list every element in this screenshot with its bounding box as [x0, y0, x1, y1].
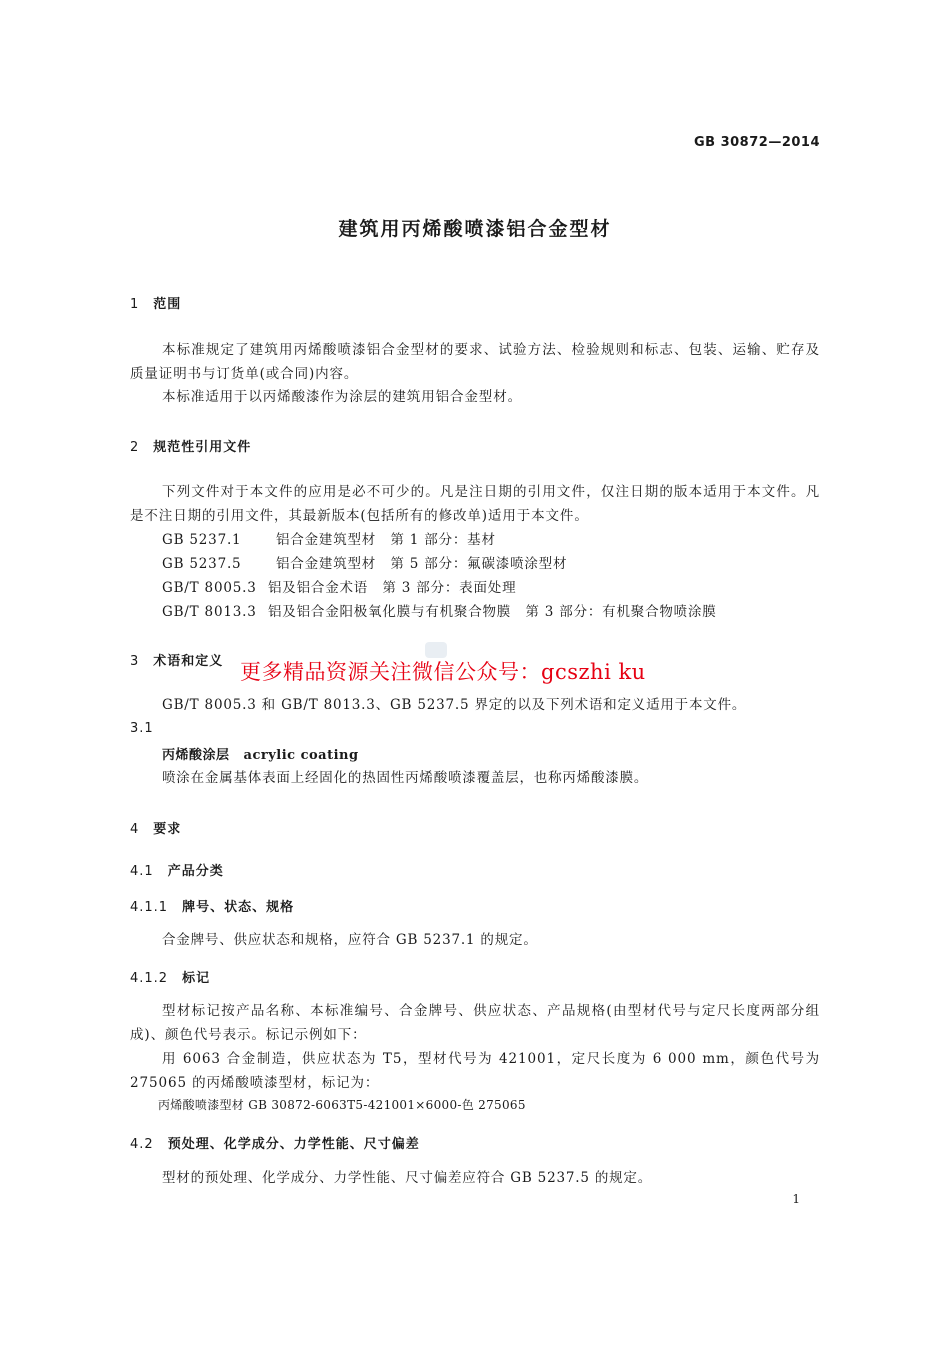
reference-title: 铝合金建筑型材 第 1 部分：基材 [276, 532, 496, 548]
reference-code: GB/T 8005.3 [162, 580, 257, 596]
section-3-intro: GB/T 8005.3 和 GB/T 8013.3、GB 5237.5 界定的以及下列术语和定义适用于本文件。 [162, 697, 747, 713]
section-number: 4.1 [130, 864, 154, 879]
term-english: acrylic coating [243, 748, 359, 763]
section-number: 3 [130, 654, 140, 669]
section-4-heading [130, 818, 181, 837]
reference-item [162, 552, 567, 576]
section-title: 牌号、状态、规格 [182, 900, 295, 915]
section-2-intro: 下列文件对于本文件的应用是必不可少的。凡是注日期的引用文件，仅注日期的版本适用于本文件。凡是不注日期的引用文件，其最新版本(包括所有的修改单)适用于本文件。 [130, 484, 820, 524]
section-4-1-1-heading [130, 896, 294, 915]
marking-example: 丙烯酸喷漆型材 GB 30872-6063T5-421001×6000-色 275065 [158, 1098, 526, 1112]
section-1-heading [130, 293, 181, 312]
section-4-1-2-paragraph-2: 用 6063 合金制造，供应状态为 T5，型材代号为 421001，定尺长度为 6 000 mm，颜色代号为 275065 的丙烯酸喷漆型材，标记为： [130, 1051, 820, 1091]
page-number: 1 [792, 1192, 800, 1206]
reference-item [162, 528, 496, 552]
term-number [130, 721, 168, 736]
reference-code: GB/T 8013.3 [162, 604, 257, 620]
reference-title: 铝合金建筑型材 第 5 部分：氟碳漆喷涂型材 [276, 556, 568, 572]
section-title: 要求 [153, 822, 182, 837]
term-definition: 喷涂在金属基体表面上经固化的热固性丙烯酸喷漆覆盖层，也称丙烯酸漆膜。 [162, 770, 649, 786]
section-4-1-2-heading [130, 967, 210, 986]
section-number: 4.1.1 [130, 900, 169, 915]
section-number: 2 [130, 440, 140, 455]
section-title: 标记 [182, 971, 211, 986]
reference-item [162, 600, 717, 624]
reference-code: GB 5237.1 [162, 532, 242, 548]
term-chinese: 丙烯酸涂层 [162, 748, 230, 763]
document-title: 建筑用丙烯酸喷漆铝合金型材 [338, 218, 612, 240]
section-1-paragraph-1: 本标准规定了建筑用丙烯酸喷漆铝合金型材的要求、试验方法、检验规则和标志、包装、运输、贮存及质量证明书与订货单(或合同)内容。 [130, 342, 820, 382]
section-number: 4 [130, 822, 140, 837]
section-4-2-text: 型材的预处理、化学成分、力学性能、尺寸偏差应符合 GB 5237.5 的规定。 [162, 1170, 653, 1186]
section-number: 4.1.2 [130, 971, 169, 986]
reference-title: 铝及铝合金术语 第 3 部分：表面处理 [268, 580, 517, 596]
section-number: 4.2 [130, 1137, 154, 1152]
section-3-heading [130, 650, 223, 669]
section-2-heading [130, 436, 251, 455]
reference-title: 铝及铝合金阳极氧化膜与有机聚合物膜 第 3 部分：有机聚合物喷涂膜 [268, 604, 717, 620]
section-title: 预处理、化学成分、力学性能、尺寸偏差 [167, 1137, 420, 1152]
section-title: 产品分类 [167, 864, 224, 879]
standard-number: GB 30872—2014 [693, 135, 820, 150]
section-title: 术语和定义 [153, 654, 224, 669]
section-4-1-2-paragraph-1: 型材标记按产品名称、本标准编号、合金牌号、供应状态、产品规格(由型材代号与定尺长度两部分组成)、颜色代号表示。标记示例如下： [130, 1003, 820, 1043]
reference-item [162, 576, 516, 600]
term-entry [162, 744, 359, 763]
section-4-1-heading [130, 860, 224, 879]
section-1-paragraph-2: 本标准适用于以丙烯酸漆作为涂层的建筑用铝合金型材。 [162, 389, 522, 405]
section-4-1-1-text: 合金牌号、供应状态和规格，应符合 GB 5237.1 的规定。 [162, 932, 538, 948]
section-number: 1 [130, 297, 140, 312]
section-title: 规范性引用文件 [153, 440, 252, 455]
term-number-text: 3.1 [130, 721, 154, 736]
section-title: 范围 [153, 297, 182, 312]
watermark-text: 更多精品资源关注微信公众号：gcszhi ku [240, 660, 646, 684]
section-4-2-heading [130, 1133, 420, 1152]
reference-code: GB 5237.5 [162, 556, 242, 572]
